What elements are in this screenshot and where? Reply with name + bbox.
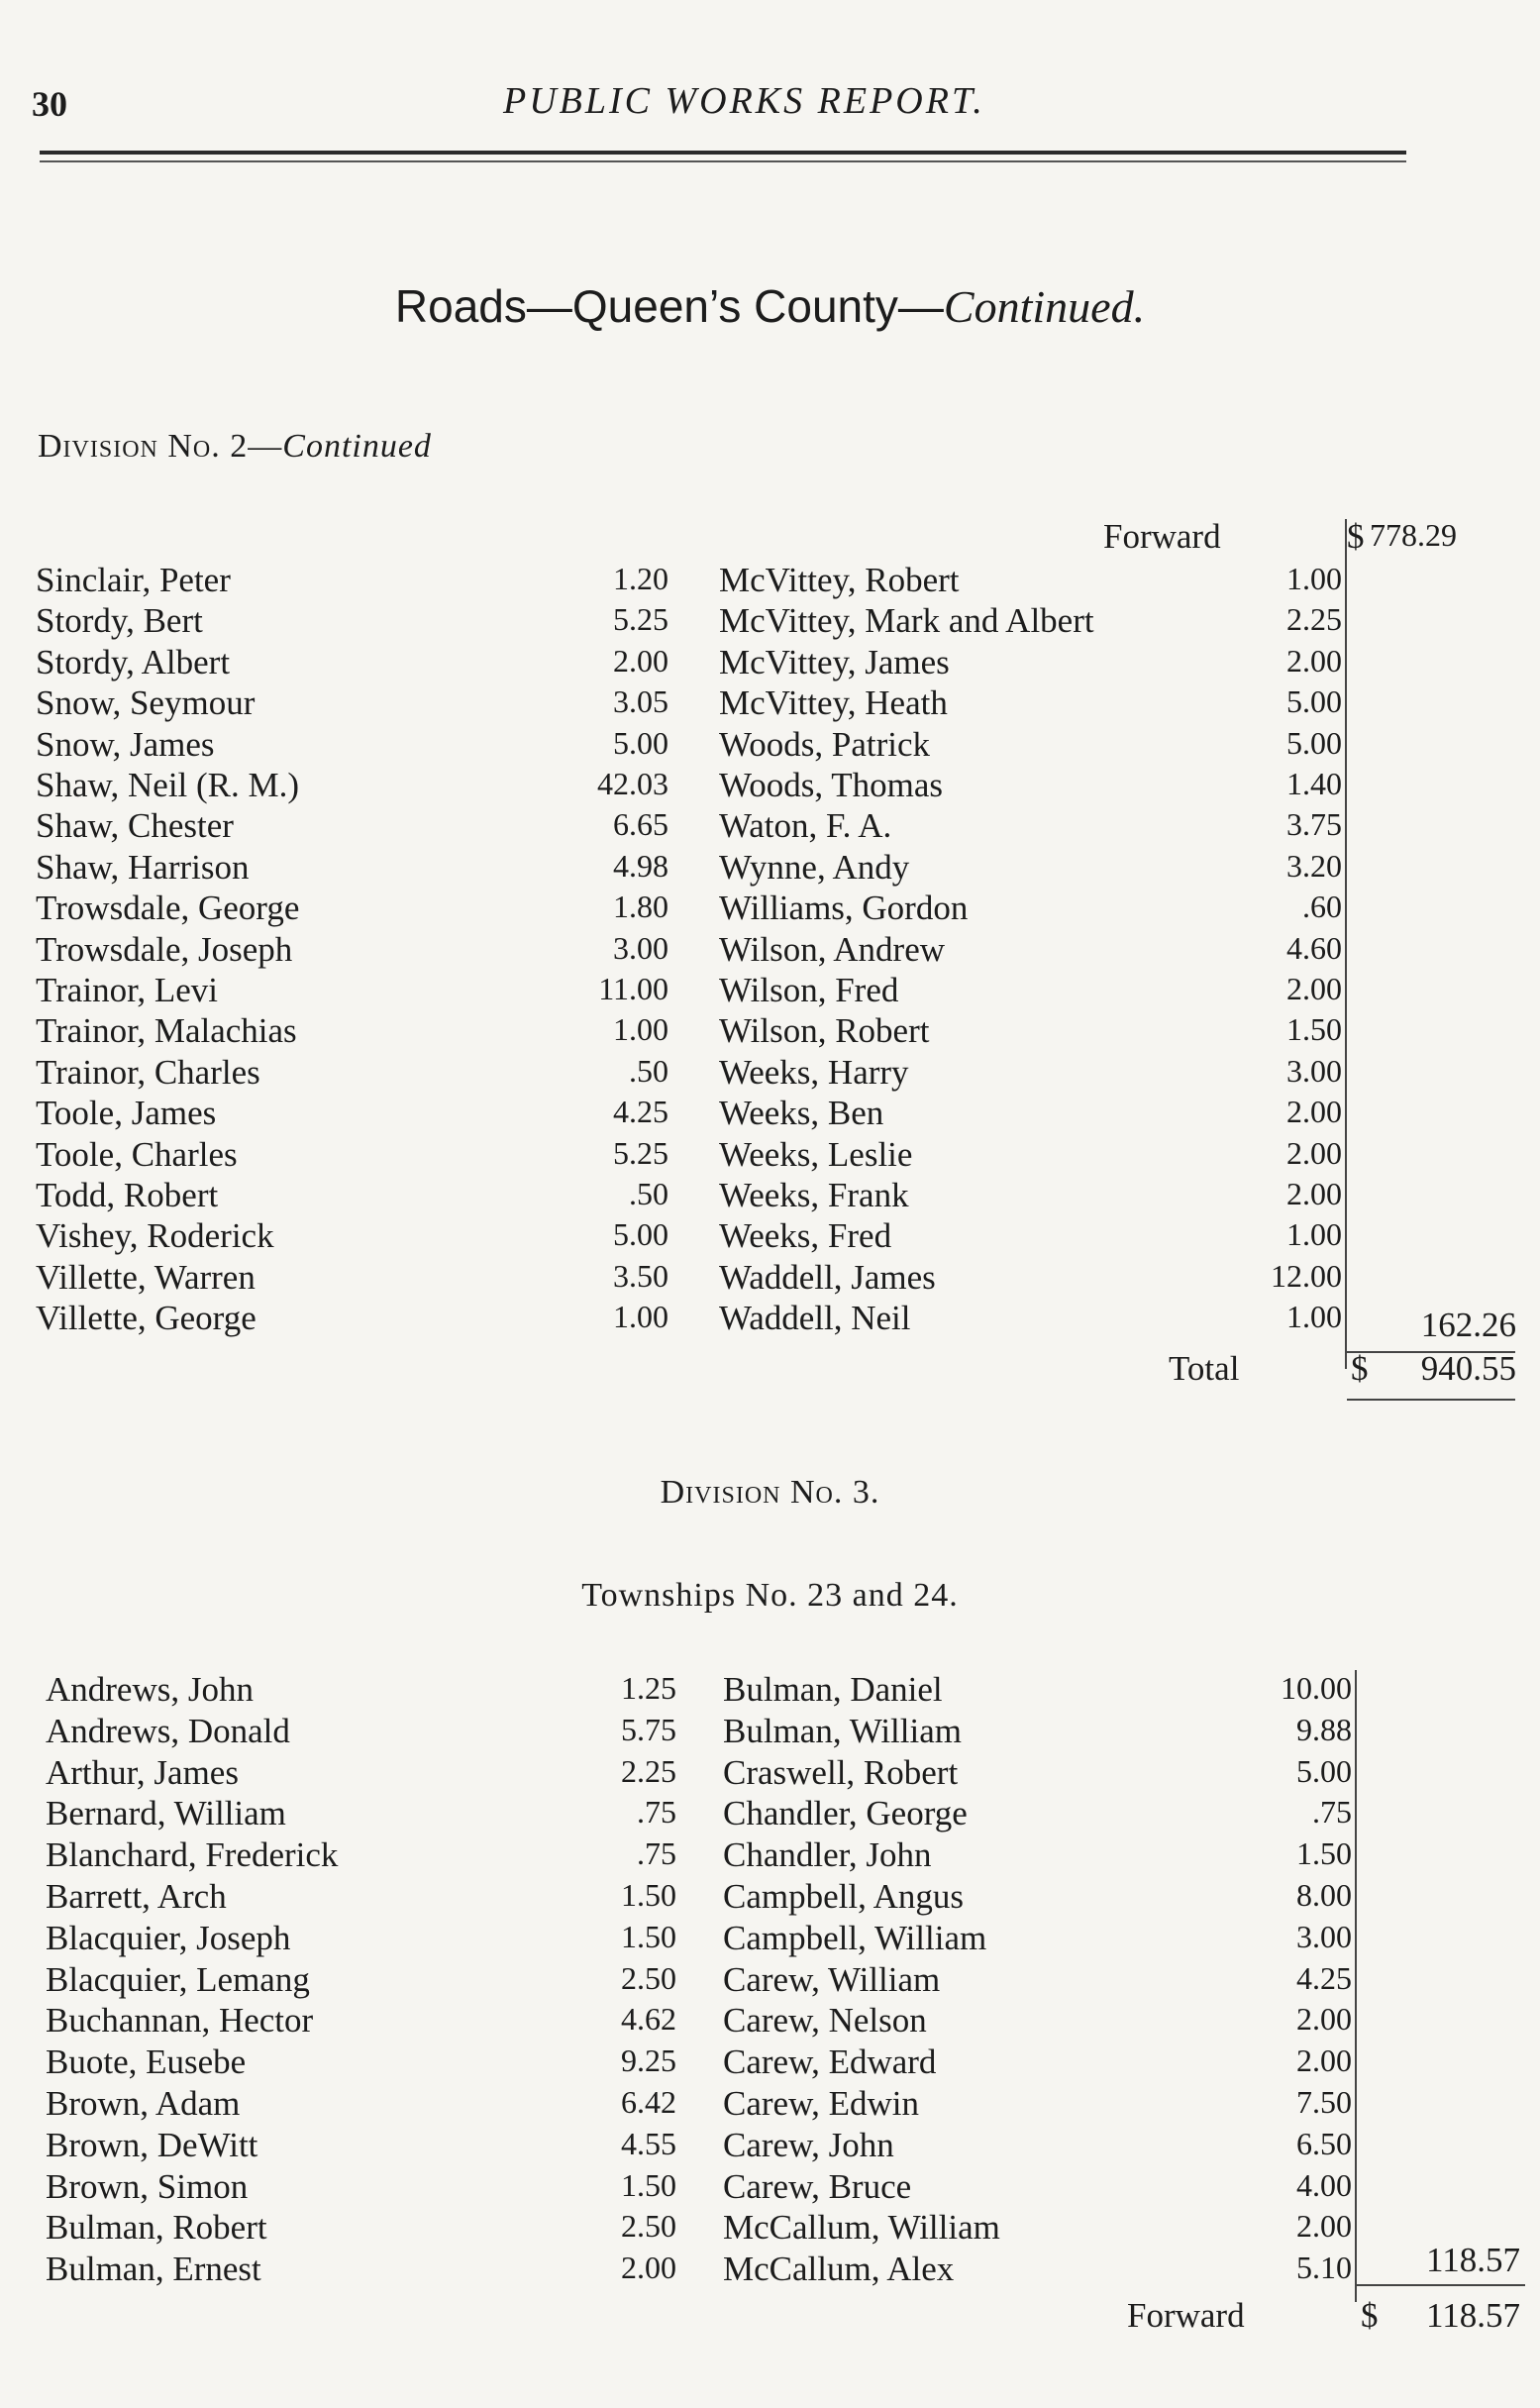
ledger-row [0,683,1540,725]
ledger-row [0,1877,1540,1919]
right-entry-name: Carew, Edwin [723,2084,919,2123]
ledger-row [0,725,1540,767]
ledger-row [0,889,1540,930]
right-entry-name: Carew, Nelson [723,2001,927,2041]
left-entry-amount: 9.25 [621,2042,676,2079]
right-entry-name: McVittey, Heath [719,683,948,723]
forward-amount-2: 118.57 [1426,2296,1520,2335]
total-currency: $ [1351,1349,1369,1388]
left-entry-name: Trainor, Malachias [36,1011,297,1051]
right-entry-name: Weeks, Harry [719,1052,909,1092]
ledger-row [0,1960,1540,2002]
ledger-row [0,806,1540,848]
division-2-label: Division No. 2— [38,428,283,465]
right-entry-name: Carew, John [723,2125,894,2164]
right-entry-amount: 5.00 [1286,724,1342,761]
right-entry-name: Waddell, Neil [719,1299,911,1338]
ledger-row [0,2042,1540,2084]
right-entry-name: Wynne, Andy [719,847,910,887]
right-entry-name: Weeks, Frank [719,1176,909,1214]
ledger-row [0,601,1540,643]
subtotal-amount: 162.26 [1420,1306,1516,1344]
right-entry-amount: 2.00 [1286,1094,1342,1130]
left-entry-name: Buote, Eusebe [46,2042,247,2082]
right-entry-amount: 3.75 [1286,806,1342,843]
left-entry-name: Villette, George [36,1299,257,1338]
left-entry-amount: 3.05 [613,683,668,720]
ledger-row [0,1053,1540,1095]
right-entry-amount: 1.00 [1286,1216,1342,1253]
left-entry-amount: 1.00 [613,1299,668,1335]
right-entry-name: Waddell, James [719,1257,936,1297]
right-entry-amount: 2.00 [1296,2208,1352,2245]
right-entry-name: Carew, Edward [723,2042,937,2082]
left-entry-amount: 1.00 [613,1011,668,1048]
left-entry-amount: 3.50 [613,1257,668,1294]
right-entry-name: Wilson, Fred [719,971,899,1009]
forward-currency-2: $ [1361,2296,1379,2335]
ledger-row [0,1258,1540,1300]
left-entry-amount: .50 [629,1176,668,1211]
right-entry-amount: 2.25 [1286,601,1342,638]
left-entry-amount: 4.55 [621,2125,676,2161]
left-entry-name: Trainor, Levi [36,971,218,1009]
forward-currency: $ [1347,517,1365,556]
right-entry-amount: 6.50 [1296,2125,1352,2161]
right-entry-name: Chandler, John [723,1835,932,1875]
left-entry-name: Brown, Adam [46,2084,241,2123]
right-entry-amount: 9.88 [1296,1711,1352,1747]
page-number: 30 [32,84,67,124]
right-entry-amount: 1.00 [1286,561,1342,596]
left-entry-amount: 2.00 [621,2250,676,2286]
total-label: Total [1169,1349,1240,1388]
right-entry-name: Carew, Bruce [723,2166,912,2206]
left-entry-amount: 6.65 [613,806,668,843]
ledger-row [0,1712,1540,1753]
right-entry-name: Craswell, Robert [723,1752,959,1792]
right-entry-amount: 2.00 [1286,642,1342,679]
right-entry-name: McVittey, Robert [719,561,960,599]
left-entry-name: Sinclair, Peter [36,561,231,599]
forward-label: Forward [1103,517,1221,556]
left-entry-name: Shaw, Chester [36,806,234,846]
right-entry-amount: 4.60 [1286,929,1342,966]
left-entry-name: Villette, Warren [36,1257,256,1297]
ledger-row [0,2084,1540,2126]
division-2-continued: Continued [282,428,432,465]
right-entry-amount: 1.50 [1286,1011,1342,1048]
left-entry-name: Bulman, Ernest [46,2250,261,2289]
left-entry-amount: 1.50 [621,2166,676,2203]
left-entry-name: Andrews, John [46,1670,254,1709]
right-entry-amount: 1.40 [1286,766,1342,801]
ledger-row [0,971,1540,1012]
right-entry-name: Bulman, William [723,1711,962,1750]
ledger-row [0,643,1540,684]
left-entry-name: Bernard, William [46,1794,286,1833]
left-entry-amount: .50 [629,1052,668,1089]
right-entry-name: Weeks, Ben [719,1094,884,1133]
left-entry-name: Stordy, Bert [36,601,203,641]
left-entry-amount: 6.42 [621,2084,676,2120]
right-entry-name: Campbell, William [723,1918,987,1957]
ledger-row [0,1670,1540,1712]
running-title: PUBLIC WORKS REPORT. [503,80,985,122]
ledger-row [0,1011,1540,1053]
right-entry-amount: 8.00 [1296,1877,1352,1913]
right-entry-amount: 4.25 [1296,1959,1352,1996]
page-title [0,279,1540,333]
left-entry-name: Trainor, Charles [36,1052,260,1092]
right-entry-amount: 2.00 [1296,2042,1352,2079]
left-entry-amount: 11.00 [598,971,668,1006]
ledger-row [0,2167,1540,2209]
right-entry-name: Campbell, Angus [723,1877,965,1916]
right-entry-amount: 7.50 [1296,2084,1352,2120]
right-entry-name: Woods, Patrick [719,724,930,764]
ledger-row [0,1094,1540,1135]
forward-row [0,517,1540,559]
forward-label-2: Forward [1127,2296,1245,2335]
ledger-row [0,2126,1540,2167]
ledger-row [0,930,1540,972]
ledger-row [0,2001,1540,2042]
left-entry-name: Shaw, Harrison [36,847,250,887]
left-entry-amount: 5.25 [613,601,668,638]
ledger-row [0,1835,1540,1877]
left-entry-name: Toole, Charles [36,1134,238,1174]
right-entry-name: Williams, Gordon [719,889,969,928]
right-entry-name: McCallum, William [723,2208,1000,2248]
left-entry-amount: .75 [637,1794,676,1831]
right-entry-amount: 1.00 [1286,1299,1342,1335]
total-rule [1347,1399,1515,1401]
right-entry-amount: 5.00 [1286,683,1342,720]
left-entry-amount: 2.00 [613,642,668,679]
right-entry-name: Wilson, Robert [719,1011,930,1051]
right-entry-name: Weeks, Fred [719,1216,892,1256]
left-entry-amount: 5.00 [613,1216,668,1253]
left-entry-name: Todd, Robert [36,1176,219,1214]
left-entry-name: Shaw, Neil (R. M.) [36,766,300,804]
header-rule [40,151,1406,155]
left-entry-name: Toole, James [36,1094,217,1133]
ledger-row [0,1919,1540,1960]
right-entry-amount: 5.00 [1296,1752,1352,1789]
left-entry-name: Buchannan, Hector [46,2001,314,2041]
column-rule-2 [1355,1670,1357,2302]
left-entry-amount: 4.62 [621,2001,676,2038]
title-italic: Continued. [943,281,1146,332]
ledger-row [0,848,1540,890]
left-entry-amount: 5.25 [613,1134,668,1171]
subtotal-row-2 [0,2241,1540,2282]
left-entry-name: Blacquier, Joseph [46,1918,291,1957]
left-entry-name: Stordy, Albert [36,642,231,681]
ledger-row [0,561,1540,602]
title-main: Roads—Queen’s County— [394,280,944,332]
subtotal-amount-2: 118.57 [1426,2241,1520,2279]
header-rule-thin [40,160,1406,162]
ledger-row [0,1135,1540,1177]
left-entry-amount: .75 [637,1835,676,1872]
left-entry-amount: 5.75 [621,1711,676,1747]
right-entry-name: Chandler, George [723,1794,968,1833]
right-entry-amount: 3.00 [1286,1052,1342,1089]
right-entry-amount: 5.10 [1296,2250,1352,2286]
left-entry-name: Brown, DeWitt [46,2125,258,2164]
left-entry-amount: 4.98 [613,847,668,884]
townships-subheading: Townships No. 23 and 24. [581,1577,959,1614]
right-entry-name: McCallum, Alex [723,2250,955,2289]
right-entry-amount: 2.00 [1286,1134,1342,1171]
right-entry-name: Wilson, Andrew [719,929,946,969]
left-entry-amount: 1.25 [621,1670,676,1706]
column-rule [1345,519,1347,1369]
left-entry-amount: 42.03 [597,766,668,801]
right-entry-name: Waton, F. A. [719,806,892,846]
right-entry-name: Woods, Thomas [719,766,943,804]
left-entry-name: Trowsdale, George [36,889,300,928]
right-entry-amount: 3.20 [1286,847,1342,884]
left-entry-name: Blacquier, Lemang [46,1959,310,1999]
right-entry-name: McVittey, James [719,642,950,681]
left-entry-amount: 2.25 [621,1752,676,1789]
right-entry-name: Weeks, Leslie [719,1134,913,1174]
ledger-row [0,1753,1540,1795]
left-entry-name: Arthur, James [46,1752,239,1792]
left-entry-amount: 1.20 [613,561,668,596]
right-entry-amount: 2.00 [1286,971,1342,1006]
left-entry-amount: 1.50 [621,1918,676,1954]
left-entry-name: Snow, Seymour [36,683,256,723]
total-row [0,1349,1540,1391]
right-entry-name: McVittey, Mark and Albert [719,601,1094,641]
left-entry-name: Vishey, Roderick [36,1216,274,1256]
ledger-row [0,766,1540,807]
left-entry-amount: 1.80 [613,889,668,925]
right-entry-amount: 10.00 [1281,1670,1352,1706]
left-entry-name: Brown, Simon [46,2166,249,2206]
ledger-row [0,1216,1540,1258]
right-entry-amount: 12.00 [1271,1257,1342,1294]
right-entry-name: Carew, William [723,1959,941,1999]
right-entry-amount: .60 [1302,889,1342,925]
left-entry-name: Bulman, Robert [46,2208,267,2248]
division-2-heading [38,428,432,466]
right-entry-amount: 2.00 [1296,2001,1352,2038]
subtotal-row [0,1306,1540,1347]
right-entry-name: Bulman, Daniel [723,1670,943,1709]
right-entry-amount: 1.50 [1296,1835,1352,1872]
left-entry-amount: 2.50 [621,2208,676,2245]
left-entry-name: Blanchard, Frederick [46,1835,339,1875]
forward-row-2 [0,2296,1540,2338]
total-amount: 940.55 [1420,1349,1516,1388]
right-entry-amount: 4.00 [1296,2166,1352,2203]
left-entry-name: Trowsdale, Joseph [36,929,293,969]
subtotal-rule-2 [1357,2284,1525,2286]
right-entry-amount: .75 [1312,1794,1352,1831]
ledger-row [0,1794,1540,1835]
ledger-row [0,1176,1540,1217]
forward-amount: 778.29 [1370,517,1457,553]
left-entry-amount: 4.25 [613,1094,668,1130]
left-entry-amount: 5.00 [613,724,668,761]
left-entry-amount: 2.50 [621,1959,676,1996]
right-entry-amount: 2.00 [1286,1176,1342,1211]
left-entry-amount: 3.00 [613,929,668,966]
division-3-heading: Division No. 3. [660,1474,880,1511]
left-entry-name: Barrett, Arch [46,1877,227,1916]
left-entry-name: Andrews, Donald [46,1711,290,1750]
left-entry-name: Snow, James [36,724,215,764]
right-entry-amount: 3.00 [1296,1918,1352,1954]
left-entry-amount: 1.50 [621,1877,676,1913]
